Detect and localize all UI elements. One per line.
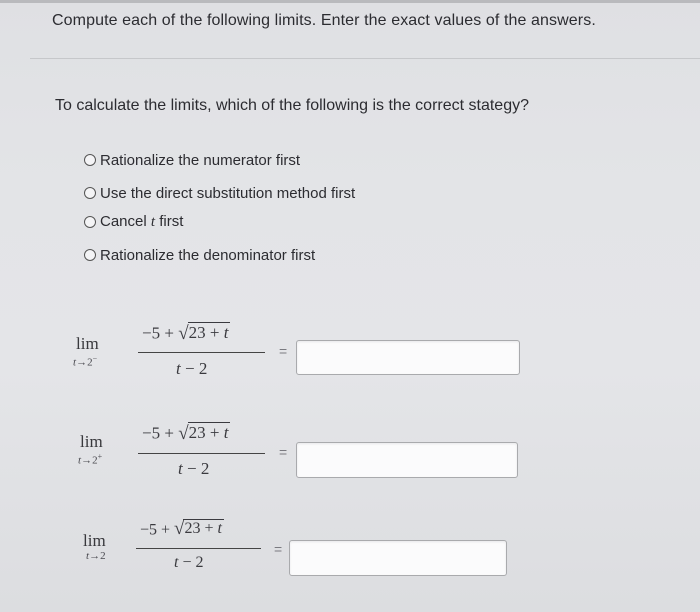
option-rationalize-numerator[interactable] (84, 150, 300, 170)
numerator: −5 + √ 23 + t (142, 422, 229, 444)
lim-subscript: t→2+ (78, 452, 103, 467)
numerator: −5 + √ 23 + t (140, 518, 222, 540)
radio-button-icon[interactable] (84, 216, 96, 228)
answer-input-two-sided-limit[interactable] (289, 540, 507, 576)
option-label: Cancel t first (100, 213, 184, 230)
answer-input-left-limit[interactable] (296, 340, 520, 375)
problem-instructions: Compute each of the following limits. Enter the exact values of the answers. (52, 12, 596, 29)
equals-sign: = (274, 541, 283, 557)
option-rationalize-denominator[interactable] (84, 245, 315, 265)
fraction-bar (138, 352, 265, 353)
radio-button-icon[interactable] (84, 154, 96, 166)
lim-label: lim (76, 334, 99, 353)
lim-label: lim (83, 531, 106, 550)
equals-sign: = (279, 444, 288, 460)
lim-subscript: t→2− (73, 354, 98, 369)
top-border (0, 0, 700, 3)
denominator: t − 2 (176, 359, 208, 378)
denominator: t − 2 (174, 554, 204, 571)
lim-subscript: t→2 (86, 550, 106, 562)
option-direct-substitution[interactable] (84, 183, 355, 203)
lim-label: lim (80, 432, 103, 451)
numerator: −5 + √ 23 + t (142, 322, 229, 344)
radio-button-icon[interactable] (84, 187, 96, 199)
strategy-question: To calculate the limits, which of the following is the correct stategy? (55, 97, 529, 114)
option-label: Rationalize the denominator first (100, 246, 316, 264)
answer-input-right-limit[interactable] (296, 442, 518, 478)
fraction-bar (136, 548, 261, 549)
equals-sign: = (279, 343, 288, 359)
option-cancel-t[interactable] (84, 212, 183, 232)
denominator: t − 2 (178, 459, 210, 478)
section-divider (30, 58, 700, 59)
fraction-bar (138, 453, 265, 454)
radio-button-icon[interactable] (84, 249, 96, 261)
option-label: Use the direct substitution method first (100, 184, 356, 202)
option-label: Rationalize the numerator first (100, 151, 301, 169)
